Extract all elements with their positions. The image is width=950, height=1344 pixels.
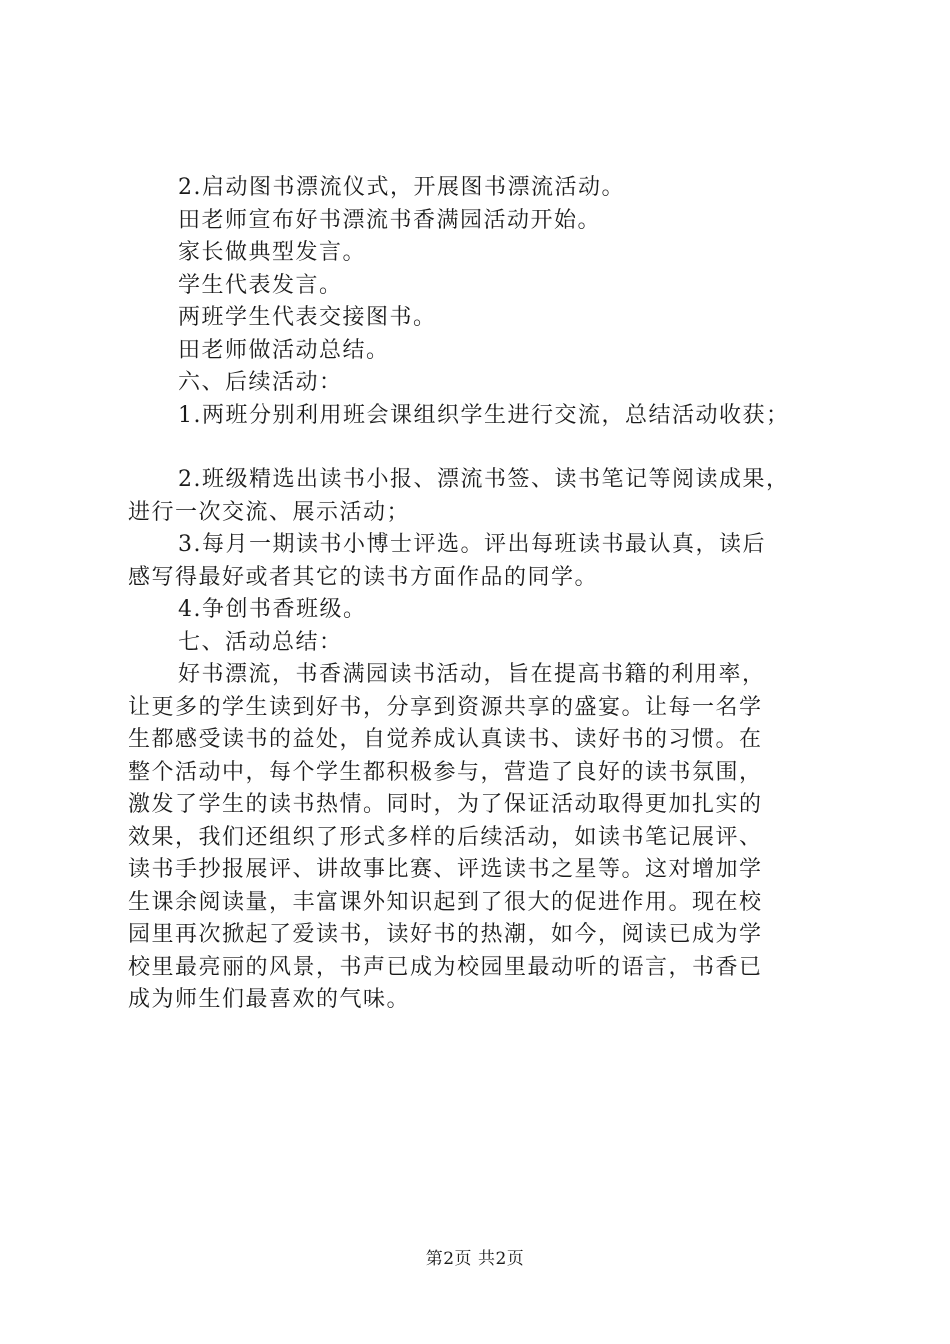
summary-paragraph-line-2: 让更多的学生读到好书，分享到资源共享的盛宴。让每一名学 [128,694,763,720]
followup-item-2-line-2: 进行一次交流、展示活动； [128,499,411,525]
summary-paragraph-line-7: 读书手抄报展评、讲故事比赛、评选读书之星等。这对增加学 [128,857,763,882]
teacher-summary-line: 田老师做活动总结。 [178,337,390,363]
summary-paragraph-line-3: 生都感受读书的益处，自觉养成认真读书、读好书的习惯。在 [128,727,763,752]
summary-paragraph-line-9: 园里再次掀起了爱读书，读好书的热潮，如今，阅读已成为学 [128,922,763,947]
section-six-heading: 六、后续活动： [178,370,343,395]
followup-item-3-line-2: 感写得最好或者其它的读书方面作品的同学。 [128,564,599,590]
book-handover-line: 两班学生代表交接图书。 [178,305,437,330]
document-body [128,172,842,1017]
summary-paragraph-line-11: 成为师生们最喜欢的气味。 [128,987,411,1012]
summary-paragraph-line-10: 校里最亮丽的风景，书声已成为校园里最动听的语言，书香已 [128,954,763,980]
summary-paragraph-line-5: 激发了学生的读书热情。同时，为了保证活动取得更加扎实的 [128,792,763,817]
student-speech-line: 学生代表发言。 [178,272,343,298]
summary-paragraph-line-6: 效果，我们还组织了形式多样的后续活动，如读书笔记展评、 [128,824,763,850]
followup-item-1: 1.两班分别利用班会课组织学生进行交流，总结活动收获； [178,402,790,428]
section-seven-heading: 七、活动总结： [178,629,343,655]
followup-item-4: 4.争创书香班级。 [178,597,367,622]
page-number-footer: 第2页 共2页 [425,1249,525,1269]
summary-paragraph-line-8: 生课余阅读量，丰富课外知识起到了很大的促进作用。现在校 [128,889,763,915]
paragraph-gap [128,432,842,464]
activity-start-line: 田老师宣布好书漂流书香满园活动开始。 [178,207,602,233]
followup-item-2-line-1: 2.班级精选出读书小报、漂流书签、读书笔记等阅读成果， [178,467,790,492]
followup-item-3-line-1: 3.每月一期读书小博士评选。评出每班读书最认真，读后 [178,532,766,557]
parent-speech-line: 家长做典型发言。 [178,240,367,265]
step-2-heading: 2.启动图书漂流仪式，开展图书漂流活动。 [178,175,625,200]
summary-paragraph-line-4: 整个活动中，每个学生都积极参与，营造了良好的读书氛围， [128,759,763,785]
summary-paragraph-line-1: 好书漂流，书香满园读书活动，旨在提高书籍的利用率， [178,662,766,687]
